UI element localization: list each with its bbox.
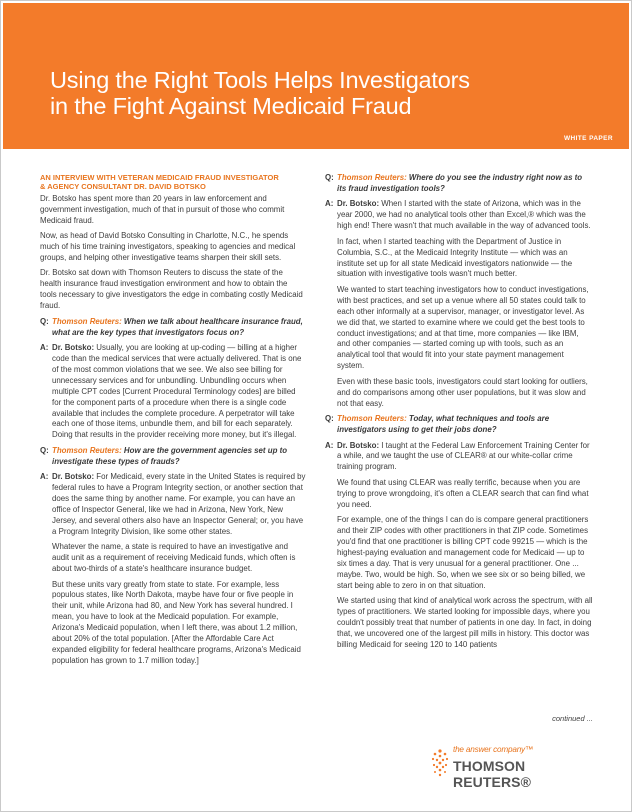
answer-3-paragraph-2: In fact, when I started teaching with the Department of Justice in Columbia, S.C., at the Medicaid Integrity Institute — which was an institute set up for all state Medicaid investigators nationwide — the situation with investigative tools wasn't much better.: [337, 236, 573, 279]
answer-text: Usually, you are looking at up-coding — billing at a higher code than the medical services that were actually delivered. That is one of the most common violations that we see. We also see billing for unnecessary services and for unbundling. Unbundling occurs when multiple CPT codes [Current Procedural Terminology codes] are billed for the component parts of a procedure when there is a single code available that includes the complete procedure. A perpetrator will take each one of those items, unbundle them, and bill for each separately. Doing that results in the provider receiving more money, but it's illegal.: [52, 343, 302, 440]
answer-text: When I started with the state of Arizona, which was in the year 2000, we had no analytical tools other than Excel,® which was the high end! There wasn't that much available in the way of advanced tools.: [337, 199, 591, 231]
left-column: [40, 173, 306, 671]
answer-3: [325, 199, 593, 409]
answer-3-paragraph-4: Even with these basic tools, investigators could start looking for outliers, and do comparisons among other user populations, but it was slow and not that easy.: [337, 376, 588, 408]
answer-marker: A:: [325, 199, 334, 209]
question-text: When we talk about healthcare insurance fraud, what are the key types that investigators focus on?: [52, 316, 303, 337]
answer-4: [325, 441, 593, 651]
logo-dots-icon: [431, 747, 449, 779]
answer-3-paragraph-3: We wanted to start teaching investigators how to conduct investigations, with best practices, and set up a venue where all 50 states could talk to each other informally at a supervisor, manager, or investigator level. As we did that, we started to examine where we could get the best tools to conduct investigations; and at that time, more companies — like IBM, and other companies — started coming up with tools, such as an analytical tool that would fit into your state payment management system.: [337, 284, 589, 371]
title-banner: [3, 3, 629, 149]
question-speaker: Thomson Reuters:: [52, 445, 122, 455]
question-1: [40, 317, 306, 339]
title-line-1: Using the Right Tools Helps Investigators: [50, 67, 470, 93]
answer-4-paragraph-4: We started using that kind of analytical work across the spectrum, with all types of practitioners. We started looking for impossible days, where you couldn't possibly treat that number of patients in one day. In fact, in doing that, we uncovered one of the largest pill mills in history. This doctor was billing Medicaid for seeing 120 to 140 patients: [337, 596, 593, 649]
answer-text: I taught at the Federal Law Enforcement Training Center for a while, and we taught the use of CLEAR® at our white-collar crime training program.: [337, 440, 590, 472]
question-text: Where do you see the industry right now as to its fraud investigation tools?: [337, 173, 583, 193]
answer-4-paragraph-2: We found that using CLEAR was really terrific, because when you are trying to prove wrongdoing, it's often a CLEAR search that can find what you need.: [337, 477, 589, 509]
interview-heading: [40, 173, 306, 192]
answer-marker: A:: [325, 440, 334, 450]
question-speaker: Thomson Reuters:: [337, 173, 407, 182]
question-4: [325, 414, 593, 436]
intro-paragraph-1: Dr. Botsko has spent more than 20 years in law enforcement and government investigation, much of that in pursuit of those who commit Medicaid fraud.: [40, 193, 285, 225]
answer-marker: A:: [40, 472, 49, 482]
question-marker: Q:: [325, 414, 334, 424]
question-2: [40, 446, 306, 468]
question-speaker: Thomson Reuters:: [337, 414, 407, 424]
answer-text: For Medicaid, every state in the United States is required by federal rules to have a Program Integrity section, or another section that does the same thing by another name. For example, you can have an office of Inspector General, like we had in Arizona, New York, New Jersey, and several others also have an Inspector General; or, you have a Program Integrity Division, like some other states.: [52, 472, 306, 536]
answer-2-paragraph-3: But these units vary greatly from state to state. For example, less populous states, like North Dakota, maybe have four or five people in their unit, while Arizona had 80, and New York has several hundred. I mean, you have to look at the Medicaid population. For example, Arizona's Medicaid population, when I left there, was about 1.2 million, about 20% of the total population. [After the Affordable Care Act expanded eligibility for federal healthcare programs, Arizona's Medicaid population has grown to 1.7 million today.]: [52, 579, 301, 665]
answer-speaker: Dr. Botsko:: [52, 472, 95, 482]
interview-heading-line-1: AN INTERVIEW WITH VETERAN MEDICAID FRAUD INVESTIGATOR: [40, 173, 279, 182]
answer-4-paragraph-3: For example, one of the things I can do is compare general practitioners and their ZIP codes with other practitioners in that ZIP code. Sometimes you'd find that one practitioner is billing CPT code 99215 — which is the highest-paying evaluation and management code for Medicaid — up to six times a day. That is very unusual for a general practitioner. One ... maybe. Two, would be high. So, when we see six or so being billed, we start being able to zero in on that situation.: [337, 515, 589, 590]
question-marker: Q:: [325, 173, 334, 182]
logo-brand-name: THOMSON REUTERS®: [453, 758, 532, 790]
intro-paragraph-2: Now, as head of David Botsko Consulting in Charlotte, N.C., he spends much of his time training investigators, speaking to agencies and medical groups, and helping other investigative teams sharpen their skill sets.: [40, 231, 296, 262]
answer-speaker: Dr. Botsko:: [52, 343, 95, 353]
answer-speaker: Dr. Botsko:: [337, 440, 380, 450]
question-marker: Q:: [40, 316, 49, 326]
logo-tagline: the answer company™: [453, 745, 533, 754]
continued-note: continued ...: [552, 714, 593, 723]
question-text: How are the government agencies set up to investigate these types of frauds?: [52, 445, 288, 466]
thomson-reuters-logo: [431, 745, 601, 795]
title-line-2: in the Fight Against Medicaid Fraud: [50, 93, 412, 119]
intro-paragraph-3: Dr. Botsko sat down with Thomson Reuters to discuss the state of the health insurance fraud investigation environment and how to obtain the tools necessary to give investigators the edge in combating costly Medicaid fraud.: [40, 268, 303, 311]
answer-2-paragraph-2: Whatever the name, a state is required to have an investigative and audit unit as a requirement of receiving Medicaid funds, which often is about two-thirds of a state's healthcare insurance budget.: [52, 542, 296, 574]
question-marker: Q:: [40, 445, 49, 455]
answer-1: [40, 343, 306, 441]
question-text: Today, what techniques and tools are investigators using to get their jobs done?: [337, 414, 550, 434]
interview-heading-line-2: & AGENCY CONSULTANT DR. DAVID BOTSKO: [40, 182, 206, 192]
right-column: [325, 173, 593, 655]
question-3: [325, 173, 593, 195]
document-type-tag: WHITE PAPER: [563, 135, 613, 142]
answer-marker: A:: [40, 343, 49, 353]
page-title: [50, 67, 610, 119]
answer-2: [40, 472, 306, 667]
question-speaker: Thomson Reuters:: [52, 316, 122, 326]
answer-speaker: Dr. Botsko:: [337, 199, 380, 209]
